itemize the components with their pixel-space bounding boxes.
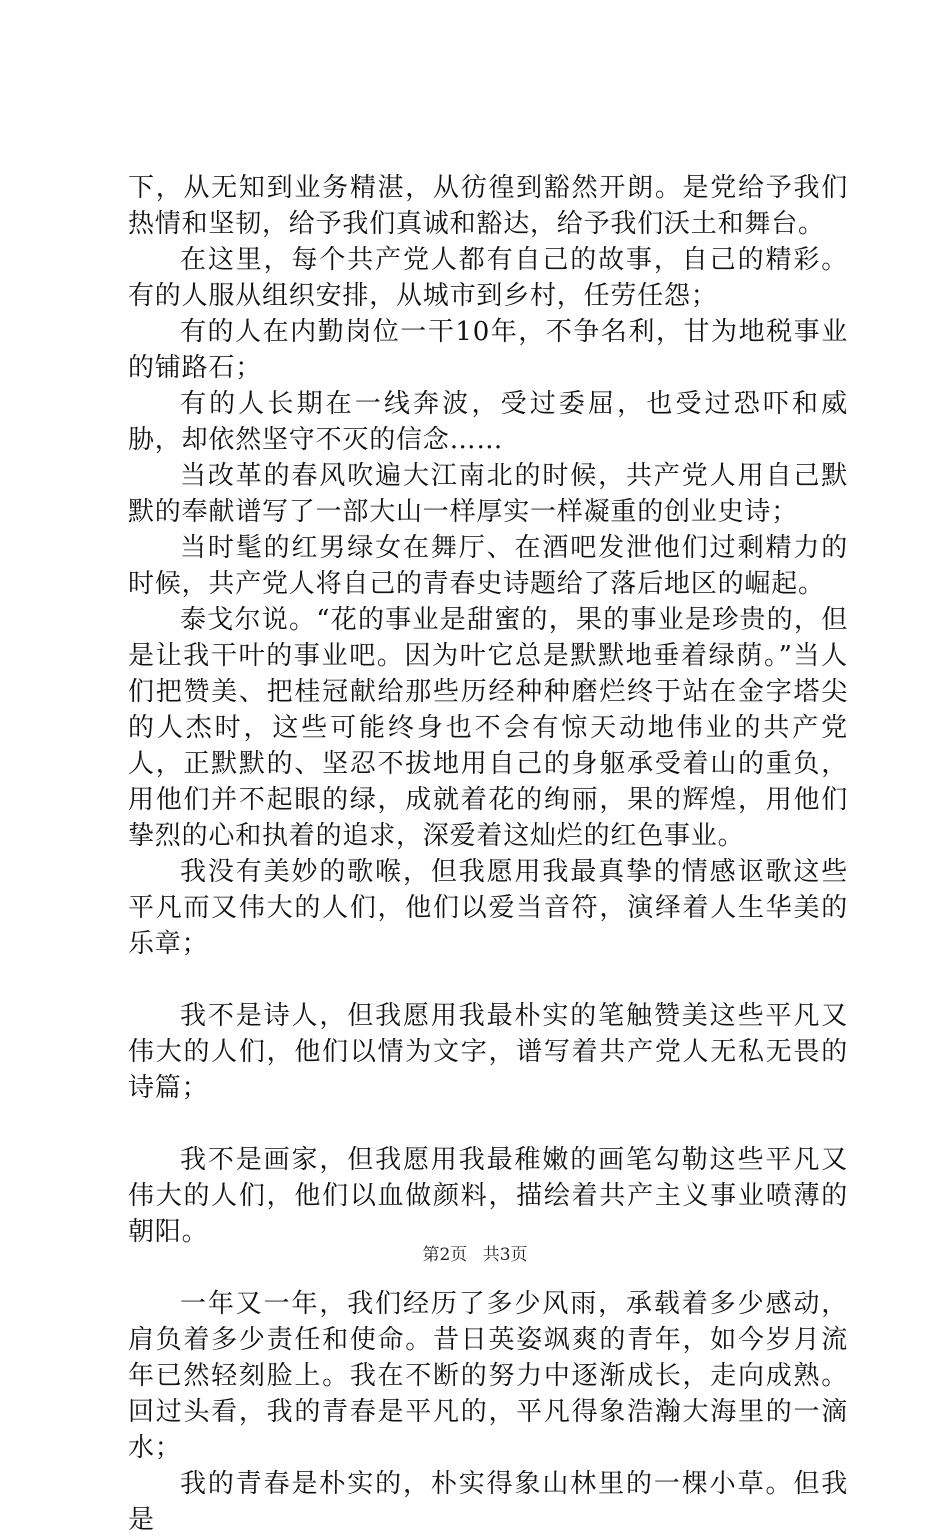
paragraph-7: 泰戈尔说。“花的事业是甜蜜的，果的事业是珍贵的，但是让我干叶的事业吧。因为叶它总是默默地垂着绿荫。”当人们把赞美、把桂冠献给那些历经种种磨烂终于站在金字塔尖的人杰时，这些可能终身也不会有惊天动地伟业的共产党人，正默默的、坚忍不拔地用自己的身躯承受着山的重负，用他们并不起眼的绿，成就着花的绚丽，果的辉煌，用他们挚烈的心和执着的追求，深爱着这灿烂的红色事业。 <box>128 605 848 851</box>
page-total: 共3页 <box>482 1245 528 1265</box>
page-footer <box>0 1240 950 1265</box>
paragraph-12: 我的青春是朴实的，朴实得象山林里的一棵小草。但我是 <box>128 1469 848 1535</box>
paragraph-3: 有的人在内勤岗位一干10年，不争名利，甘为地税事业的铺路石； <box>128 317 848 383</box>
paragraph-1: 下，从无知到业务精湛，从彷徨到豁然开朗。是党给予我们热情和坚韧，给予我们真诚和豁达，给予我们沃土和舞台。 <box>128 173 848 239</box>
paragraph-5: 当改革的春风吹遍大江南北的时候，共产党人用自己默默的奉献谱写了一部大山一样厚实一样凝重的创业史诗； <box>128 461 848 527</box>
page-number: 第2页 <box>422 1245 468 1265</box>
paragraph-8: 我没有美妙的歌喉，但我愿用我最真挚的情感讴歌这些平凡而又伟大的人们，他们以爱当音符，演绎着人生华美的乐章； <box>128 857 848 959</box>
paragraph-10: 我不是画家，但我愿用我最稚嫩的画笔勾勒这些平凡又伟大的人们，他们以血做颜料，描绘着共产主义事业喷薄的朝阳。 <box>128 1145 848 1247</box>
paragraph-9: 我不是诗人，但我愿用我最朴实的笔触赞美这些平凡又伟大的人们，他们以情为文字，谱写着共产党人无私无畏的诗篇； <box>128 1001 848 1103</box>
paragraph-4: 有的人长期在一线奔波，受过委屈，也受过恐吓和威胁，却依然坚守不灭的信念…… <box>128 389 848 455</box>
paragraph-2: 在这里，每个共产党人都有自己的故事，自己的精彩。有的人服从组织安排，从城市到乡村，任劳任怨； <box>128 245 848 311</box>
paragraph-6: 当时髦的红男绿女在舞厅、在酒吧发泄他们过剩精力的时候，共产党人将自己的青春史诗题给了落后地区的崛起。 <box>128 533 848 599</box>
paragraph-11: 一年又一年，我们经历了多少风雨，承载着多少感动，肩负着多少责任和使命。昔日英姿飒爽的青年，如今岁月流年已然轻刻脸上。我在不断的努力中逐渐成长，走向成熟。回过头看，我的青春是平凡的，平凡得象浩瀚大海里的一滴水； <box>128 1289 848 1463</box>
document-body <box>128 170 848 1538</box>
